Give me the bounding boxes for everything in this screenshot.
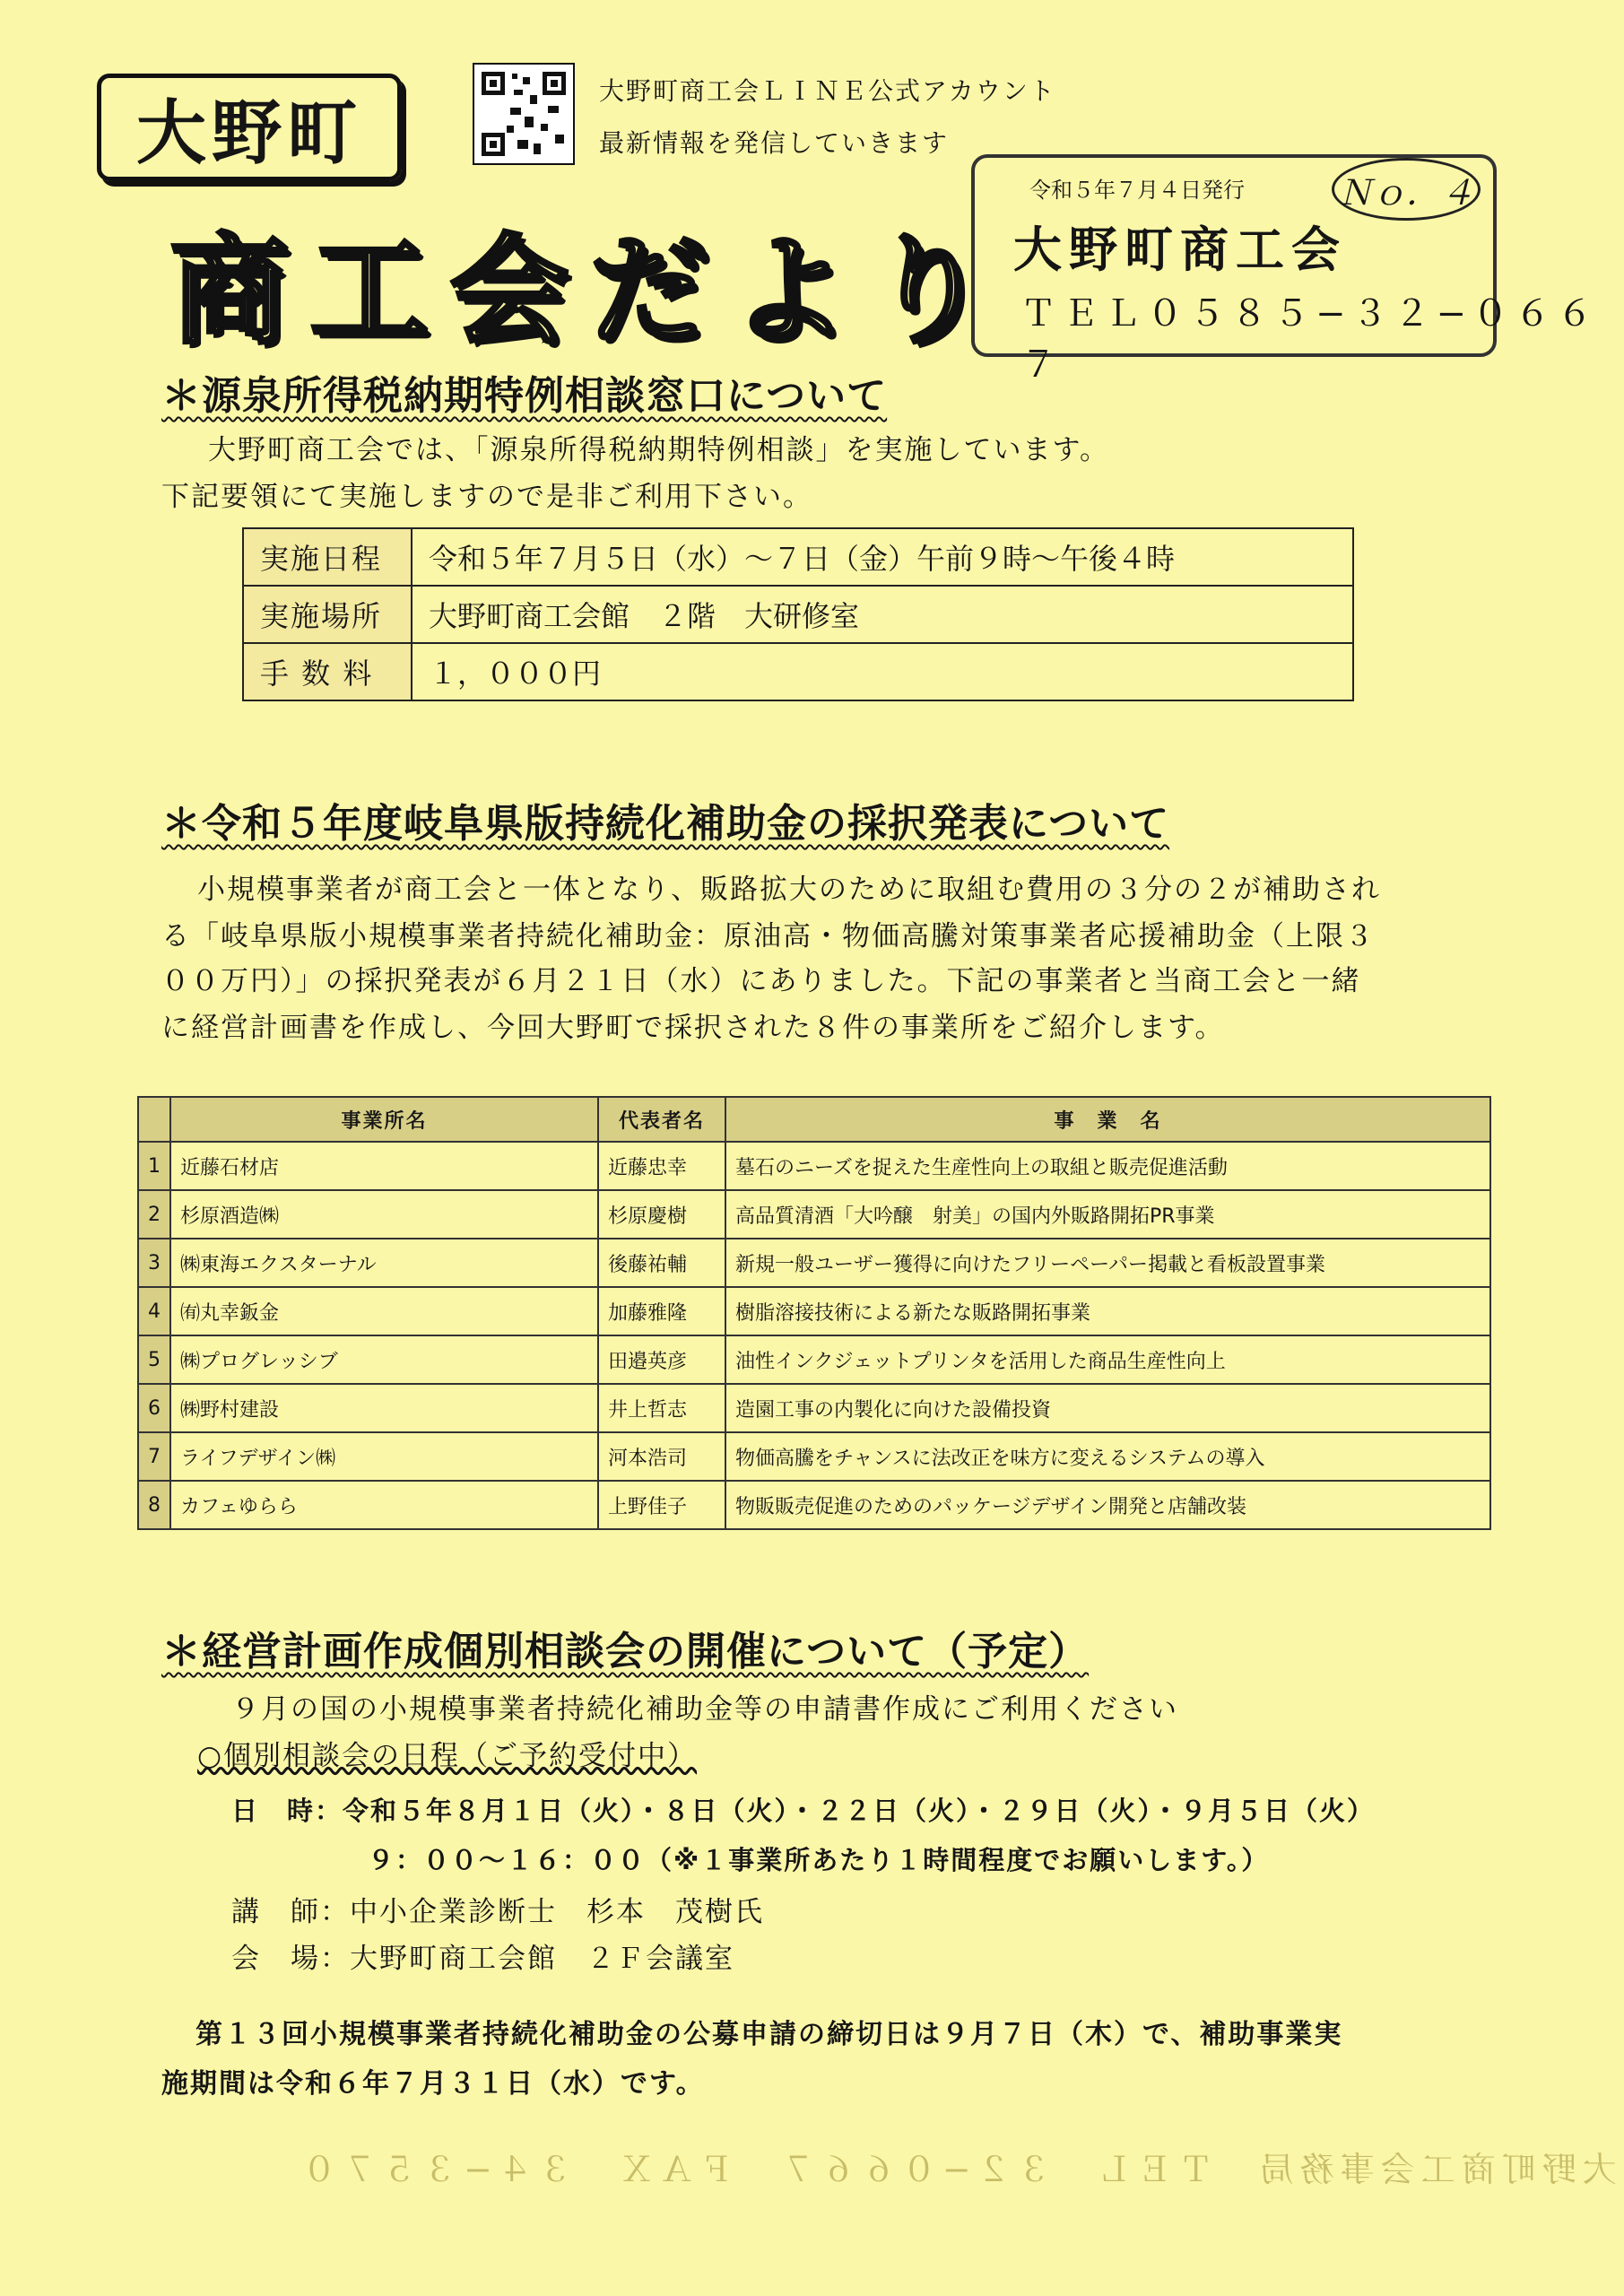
section2-line-3: ００万円）」の採択発表が６月２１日（水）にありました。下記の事業者と当商工会と一緒	[161, 965, 1361, 997]
issuer-phone: ＴＥＬ０５８５−３２−０６６７	[1020, 293, 1600, 386]
project-name: 高品質清酒「大吟醸 射美」の国内外販路開拓PR事業	[725, 1190, 1490, 1239]
row-number: 5	[138, 1335, 170, 1384]
table-row	[138, 1142, 1490, 1190]
representative-name: 井上哲志	[598, 1384, 725, 1432]
town-logo: 大野町	[97, 74, 402, 181]
header-business-name: 事業所名	[170, 1097, 598, 1142]
representative-name: 近藤忠幸	[598, 1142, 725, 1190]
row-number: 2	[138, 1190, 170, 1239]
project-name: 物販販売促進のためのパッケージデザイン開発と店舗改装	[725, 1481, 1490, 1529]
issue-date: 令和５年７月４日発行	[1029, 178, 1245, 203]
table-row	[138, 1335, 1490, 1384]
business-name: ㈱野村建設	[170, 1384, 598, 1432]
row-number: 7	[138, 1432, 170, 1481]
consultation-dates: 日 時：令和５年８月１日（火）・８日（火）・２２日（火）・２９日（火）・９月５日（火）	[231, 1796, 1376, 1826]
table-row	[138, 1239, 1490, 1287]
business-name: 杉原酒造㈱	[170, 1190, 598, 1239]
row-label: 実施日程	[243, 528, 412, 586]
business-name: ㈲丸幸鈑金	[170, 1287, 598, 1335]
representative-name: 河本浩司	[598, 1432, 725, 1481]
section2-line-1: 小規模事業者が商工会と一体となり、販路拡大のために取組む費用の３分の２が補助され	[197, 874, 1381, 906]
consultation-time: ９：００〜１６：００（※１事業所あたり１時間程度でお願いします。）	[368, 1845, 1270, 1875]
project-name: 墓石のニーズを捉えた生産性向上の取組と販売促進活動	[725, 1142, 1490, 1190]
lecturer-name: 講 師：中小企業診断士 杉本 茂樹氏	[231, 1896, 764, 1928]
row-value: １，０００円	[412, 643, 1353, 700]
header-representative: 代表者名	[598, 1097, 725, 1142]
business-name: ライフデザイン㈱	[170, 1432, 598, 1481]
representative-name: 杉原慶樹	[598, 1190, 725, 1239]
row-label: 実施場所	[243, 586, 412, 643]
representative-name: 田邉英彦	[598, 1335, 725, 1384]
table-row	[243, 528, 1353, 586]
business-name: ㈱東海エクスターナル	[170, 1239, 598, 1287]
row-value: 令和５年７月５日（水）〜７日（金）午前９時〜午後４時	[412, 528, 1353, 586]
business-name: ㈱プログレッシブ	[170, 1335, 598, 1384]
row-label: 手 数 料	[243, 643, 412, 700]
table-header-row	[138, 1097, 1490, 1142]
deadline-note-line-1: 第１３回小規模事業者持続化補助金の公募申請の締切日は９月７日（木）で、補助事業実	[195, 2019, 1343, 2050]
representative-name: 上野佳子	[598, 1481, 725, 1529]
line-qr-code[interactable]	[473, 63, 575, 165]
issue-number: Ｎｏ．４	[1332, 158, 1481, 221]
section1-paragraph-1: 大野町商工会では、「源泉所得税納期特例相談」を実施しています。	[208, 434, 1110, 466]
table-row	[138, 1481, 1490, 1529]
project-name: 油性インクジェットプリンタを活用した商品生産性向上	[725, 1335, 1490, 1384]
project-name: 樹脂溶接技術による新たな販路開拓事業	[725, 1287, 1490, 1335]
section-heading-withholding-tax: ＊源泉所得税納期特例相談窓口について	[161, 373, 888, 419]
row-number: 8	[138, 1481, 170, 1529]
business-name: 近藤石材店	[170, 1142, 598, 1190]
row-number: 1	[138, 1142, 170, 1190]
section3-intro: ９月の国の小規模事業者持続化補助金等の申請書作成にご利用ください	[231, 1693, 1178, 1726]
header-number	[138, 1097, 170, 1142]
header-project: 事 業 名	[725, 1097, 1490, 1142]
row-value: 大野町商工会館 ２階 大研修室	[412, 586, 1353, 643]
section-heading-subsidy-announcement: ＊令和５年度岐阜県版持続化補助金の採択発表について	[161, 801, 1170, 847]
project-name: 新規一般ユーザー獲得に向けたフリーペーパー掲載と看板設置事業	[725, 1239, 1490, 1287]
newsletter-title: 商工会だより	[170, 222, 1010, 361]
row-number: 3	[138, 1239, 170, 1287]
business-name: カフェゆらら	[170, 1481, 598, 1529]
row-number: 6	[138, 1384, 170, 1432]
table-row	[138, 1432, 1490, 1481]
section-heading-management-plan: ＊経営計画作成個別相談会の開催について（予定）	[161, 1629, 1090, 1674]
table-row	[243, 643, 1353, 700]
project-name: 物価高騰をチャンスに法改正を味方に変えるシステムの導入	[725, 1432, 1490, 1481]
table-row	[138, 1384, 1490, 1432]
venue: 会 場：大野町商工会館 ２Ｆ会議室	[231, 1943, 734, 1975]
adopted-business-table	[137, 1096, 1491, 1530]
project-name: 造園工事の内製化に向けた設備投資	[725, 1384, 1490, 1432]
section2-line-2: る「岐阜県版小規模事業者持続化補助金：原油高・物価高騰対策事業者応援補助金（上限３	[161, 920, 1375, 952]
schedule-title: ○個別相談会の日程（ご予約受付中）	[197, 1740, 698, 1772]
section1-paragraph-2: 下記要領にて実施しますので是非ご利用下さい。	[161, 481, 812, 513]
table-row	[243, 586, 1353, 643]
representative-name: 後藤祐輔	[598, 1239, 725, 1287]
issuer-name: 大野町商工会	[1013, 221, 1347, 278]
deadline-note-line-2: 施期間は令和６年７月３１日（水）です。	[161, 2068, 705, 2100]
line-account-label: 大野町商工会ＬＩＮＥ公式アカウント	[599, 76, 1056, 106]
table-row	[138, 1287, 1490, 1335]
row-number: 4	[138, 1287, 170, 1335]
table-row	[138, 1190, 1490, 1239]
show-through-footer: 大野町商工会事務局 ＴＥＬ ３２−０６６７ ＦＡＸ ３４−３５７０	[296, 2150, 1617, 2189]
representative-name: 加藤雅隆	[598, 1287, 725, 1335]
consultation-info-table	[242, 527, 1354, 701]
section2-line-4: に経営計画書を作成し、今回大野町で採択された８件の事業所をご紹介します。	[161, 1012, 1225, 1044]
line-account-subtitle: 最新情報を発信していきます	[599, 128, 950, 158]
